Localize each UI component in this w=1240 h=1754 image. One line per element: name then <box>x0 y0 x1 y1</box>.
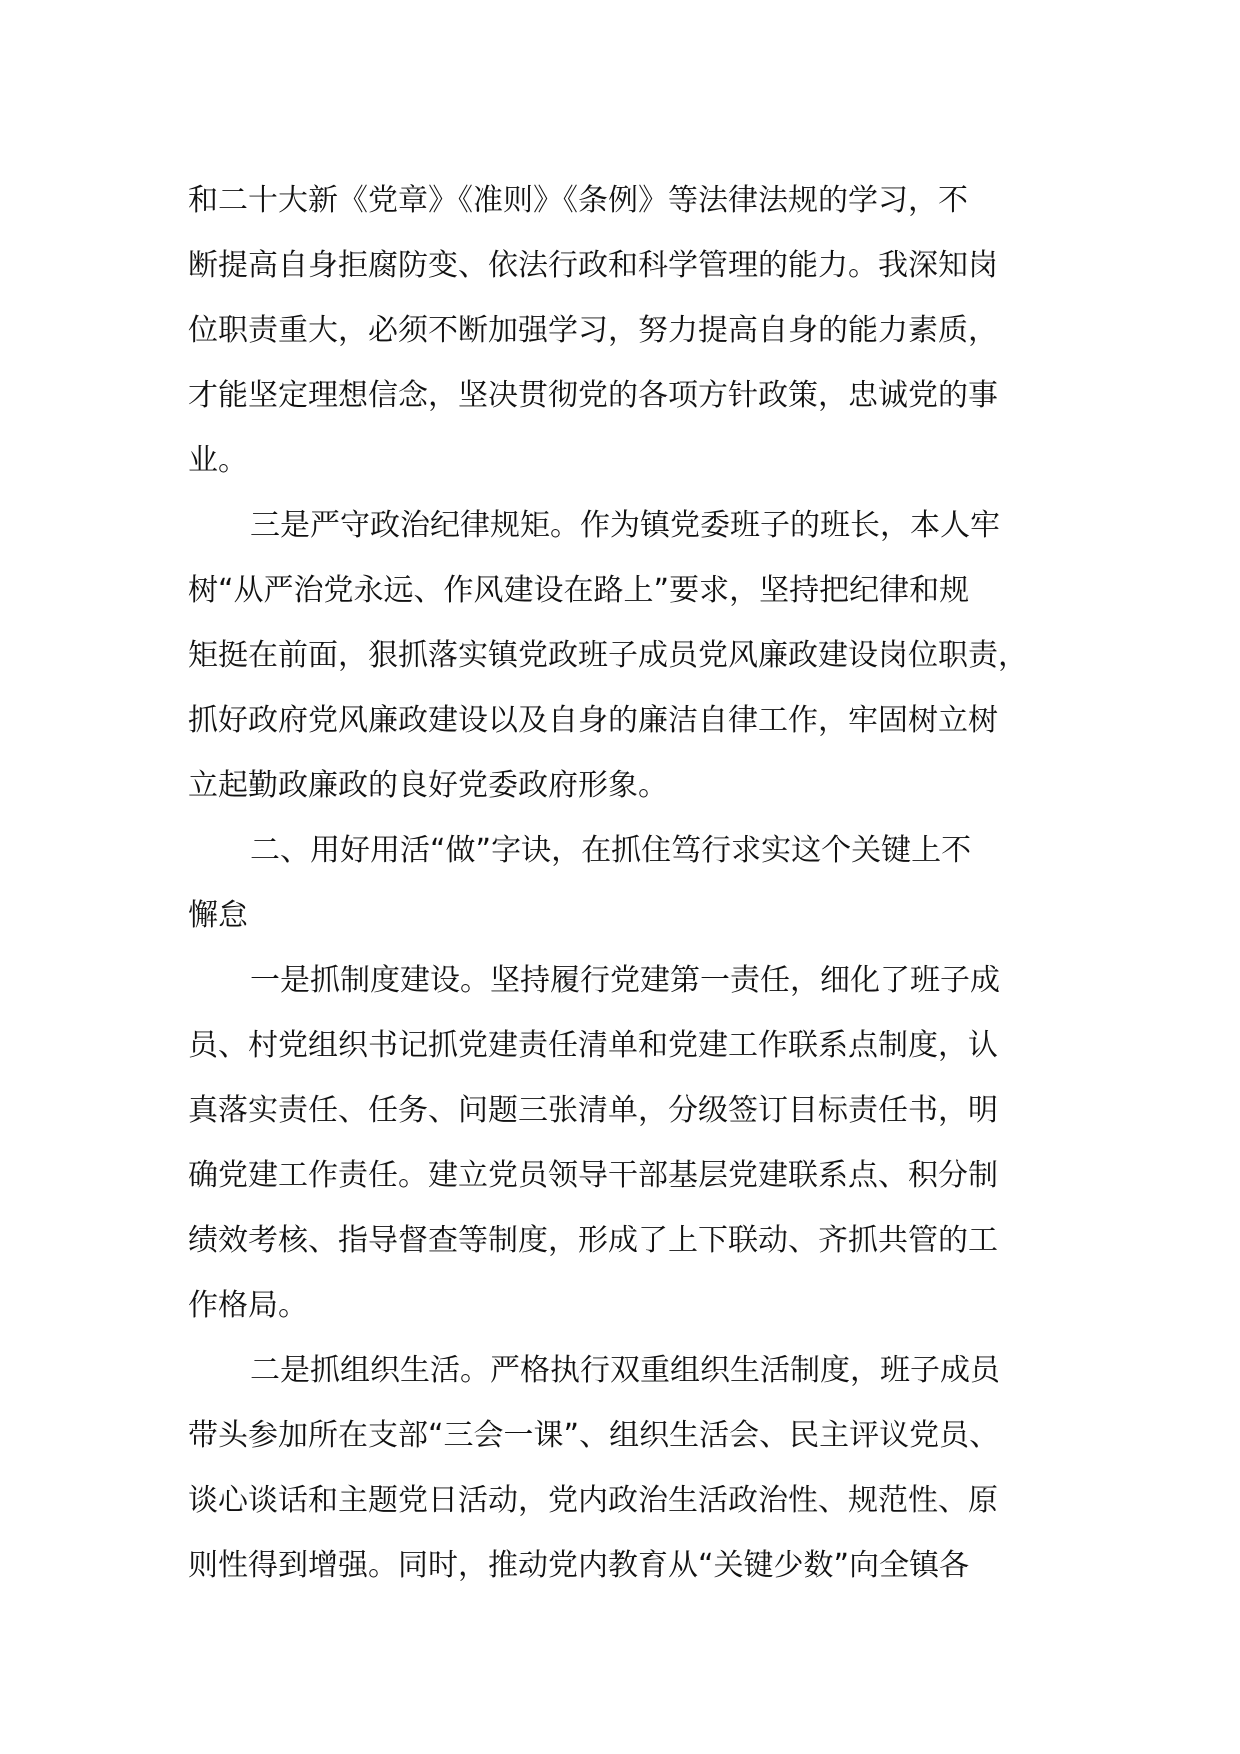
text-line: 作格局。 <box>188 1288 308 1323</box>
text-line: 员、村党组织书记抓党建责任清单和党建工作联系点制度，认 <box>188 1028 998 1063</box>
text-line: 确党建工作责任。建立党员领导干部基层党建联系点、积分制 <box>188 1158 998 1193</box>
body-text <box>188 168 1088 1598</box>
section-heading-line: 二、用好用活“做”字诀，在抓住笃行求实这个关键上不 <box>250 833 972 868</box>
text-line: 矩挺在前面，狠抓落实镇党政班子成员党风廉政建设岗位职责， <box>188 638 1028 673</box>
text-line: 一是抓制度建设。坚持履行党建第一责任，细化了班子成 <box>250 963 1000 998</box>
text-line: 和二十大新《党章》《准则》《条例》等法律法规的学习，不 <box>188 183 968 218</box>
text-line: 业。 <box>188 443 248 478</box>
text-line: 三是严守政治纪律规矩。作为镇党委班子的班长，本人牢 <box>250 508 1000 543</box>
text-line: 才能坚定理想信念，坚决贯彻党的各项方针政策，忠诚党的事 <box>188 378 998 413</box>
section-heading-line: 懈怠 <box>188 898 248 933</box>
text-line: 则性得到增强。同时，推动党内教育从“关键少数”向全镇各 <box>188 1548 970 1583</box>
text-line: 树“从严治党永远、作风建设在路上”要求，坚持把纪律和规 <box>188 573 970 608</box>
text-line: 谈心谈话和主题党日活动，党内政治生活政治性、规范性、原 <box>188 1483 998 1518</box>
text-line: 立起勤政廉政的良好党委政府形象。 <box>188 768 668 803</box>
text-line: 真落实责任、任务、问题三张清单，分级签订目标责任书，明 <box>188 1093 998 1128</box>
text-line: 断提高自身拒腐防变、依法行政和科学管理的能力。我深知岗 <box>188 248 998 283</box>
text-line: 绩效考核、指导督查等制度，形成了上下联动、齐抓共管的工 <box>188 1223 998 1258</box>
text-line: 二是抓组织生活。严格执行双重组织生活制度，班子成员 <box>250 1353 1000 1388</box>
text-line: 位职责重大，必须不断加强学习，努力提高自身的能力素质， <box>188 313 998 348</box>
text-line: 抓好政府党风廉政建设以及自身的廉洁自律工作，牢固树立树 <box>188 703 998 738</box>
text-line: 带头参加所在支部“三会一课”、组织生活会、民主评议党员、 <box>188 1418 1000 1453</box>
